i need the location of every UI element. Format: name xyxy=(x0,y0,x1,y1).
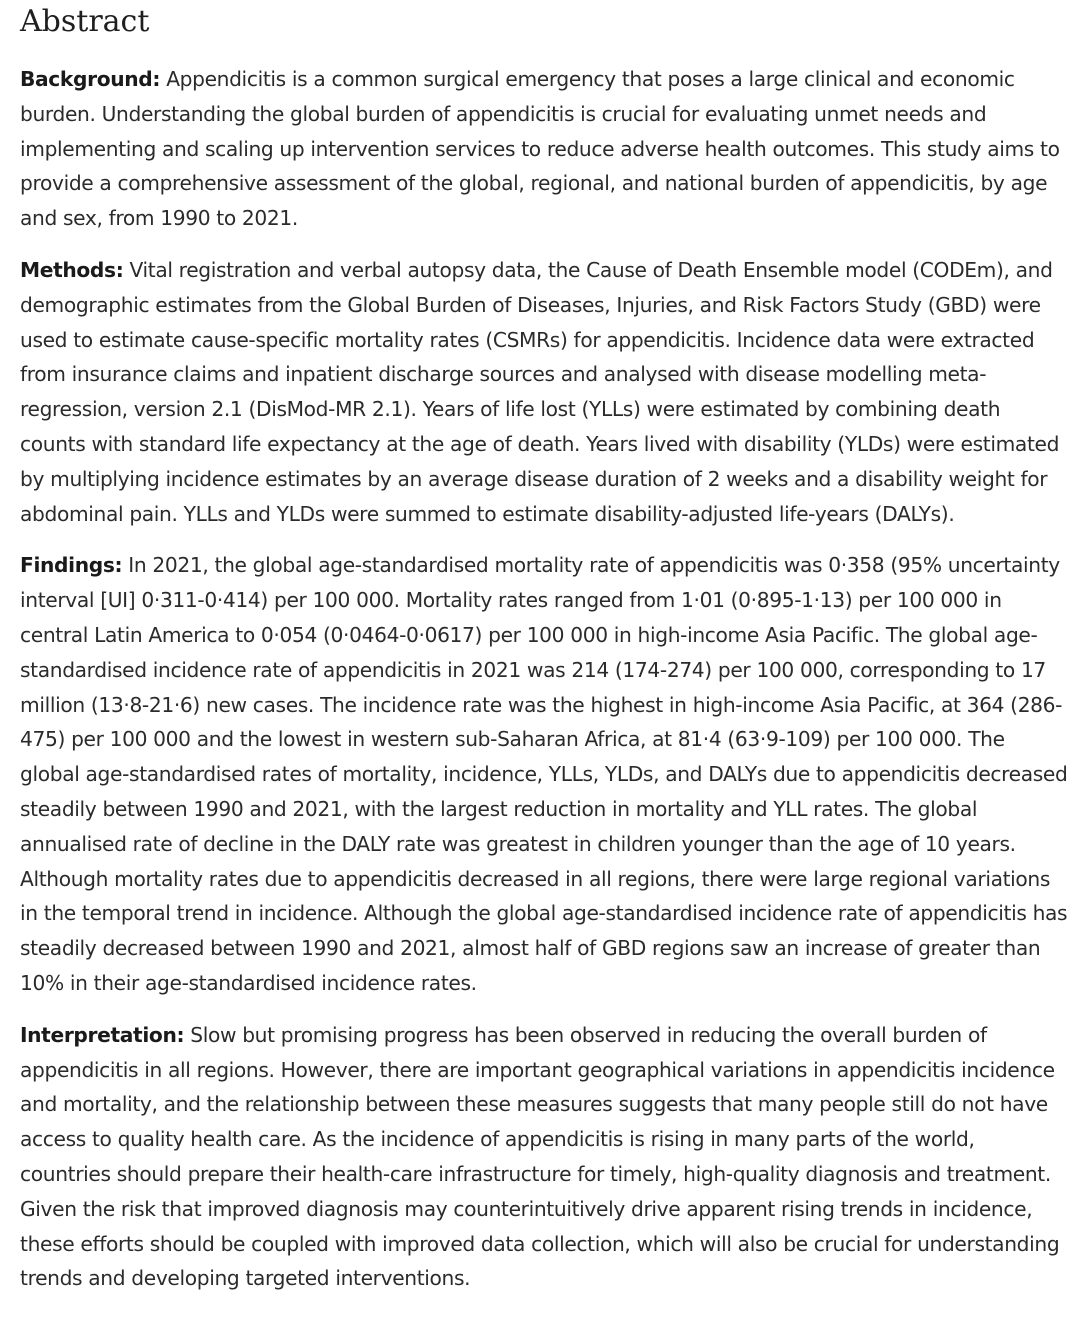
abstract-heading: Abstract xyxy=(20,4,150,39)
section-label: Findings: xyxy=(20,553,123,578)
section-label: Background: xyxy=(20,67,161,91)
abstract-section-background xyxy=(20,62,1070,236)
section-label: Methods: xyxy=(20,257,124,282)
abstract-section-interpretation xyxy=(20,1018,1070,1296)
abstract-container xyxy=(20,0,1070,1313)
section-text: In 2021, the global age-standardised mortality rate of appendicitis was 0·358 (95% uncertainty interval [UI] 0·311-0·414) per 100 000. Mortality rates ranged from 1·01 (0·895-1·13) per 100 000 in central Latin America to 0·054 (0·0464-0·0617) per 100 000 in high-income Asia Pacific. The global age-standardised incidence rate of appendicitis in 2021 was 214 (174-274) per 100 000, corresponding to 17 million (13·8-21·6) new cases. The incidence rate was the highest in high-income Asia Pacific, at 364 (286-475) per 100 000 and the lowest in western sub-Saharan Africa, at 81·4 (63·9-109) per 100 000. The global age-standardised rates of mortality, incidence, YLLs, YLDs, and DALYs due to appendicitis decreased steadily between 1990 and 2021, with the largest reduction in mortality and YLL rates. The global annualised rate of decline in the DALY rate was greatest in children younger than the age of 10 years. Although mortality rates due to appendicitis decreased in all regions, there were large regional variations in the temporal trend in incidence. Although the global age-standardised incidence rate of appendicitis has steadily decreased between 1990 and 2021, almost half of GBD regions saw an increase of greater than 10% in their age-standardised incidence rates. xyxy=(20,553,1068,995)
section-text: Slow but promising progress has been observed in reducing the overall burden of appendicitis in all regions. However, there are important geographical variations in appendicitis incidence and mortality, and the relationship between these measures suggests that many people still do not have access to quality health care. As the incidence of appendicitis is rising in many parts of the world, countries should prepare their health-care infrastructure for timely, high-quality diagnosis and treatment. Given the risk that improved diagnosis may counterintuitively drive apparent rising trends in incidence, these efforts should be coupled with improved data collection, which will also be crucial for understanding trends and developing targeted interventions. xyxy=(20,1022,1060,1291)
section-text: Appendicitis is a common surgical emergency that poses a large clinical and economic burden. Understanding the global burden of appendicitis is crucial for evaluating unmet needs and implementing and scaling up intervention services to reduce adverse health outcomes. This study aims to provide a comprehensive assessment of the global, regional, and national burden of appendicitis, by age and sex, from 1990 to 2021. xyxy=(20,67,1060,231)
section-label: Interpretation: xyxy=(20,1022,185,1047)
section-text: Vital registration and verbal autopsy data, the Cause of Death Ensemble model (CODEm), and demographic estimates from the Global Burden of Diseases, Injuries, and Risk Factors Study (GBD) were used to estimate cause-specific mortality rates (CSMRs) for appendicitis. Incidence data were extracted from insurance claims and inpatient discharge sources and analysed with disease modelling meta-regression, version 2.1 (DisMod-MR 2.1). Years of life lost (YLLs) were estimated by combining death counts with standard life expectancy at the age of death. Years lived with disability (YLDs) were estimated by multiplying incidence estimates by an average disease duration of 2 weeks and a disability weight for abdominal pain. YLLs and YLDs were summed to estimate disability-adjusted life-years (DALYs). xyxy=(20,257,1060,526)
abstract-section-methods xyxy=(20,253,1070,531)
abstract-section-findings xyxy=(20,548,1070,1000)
